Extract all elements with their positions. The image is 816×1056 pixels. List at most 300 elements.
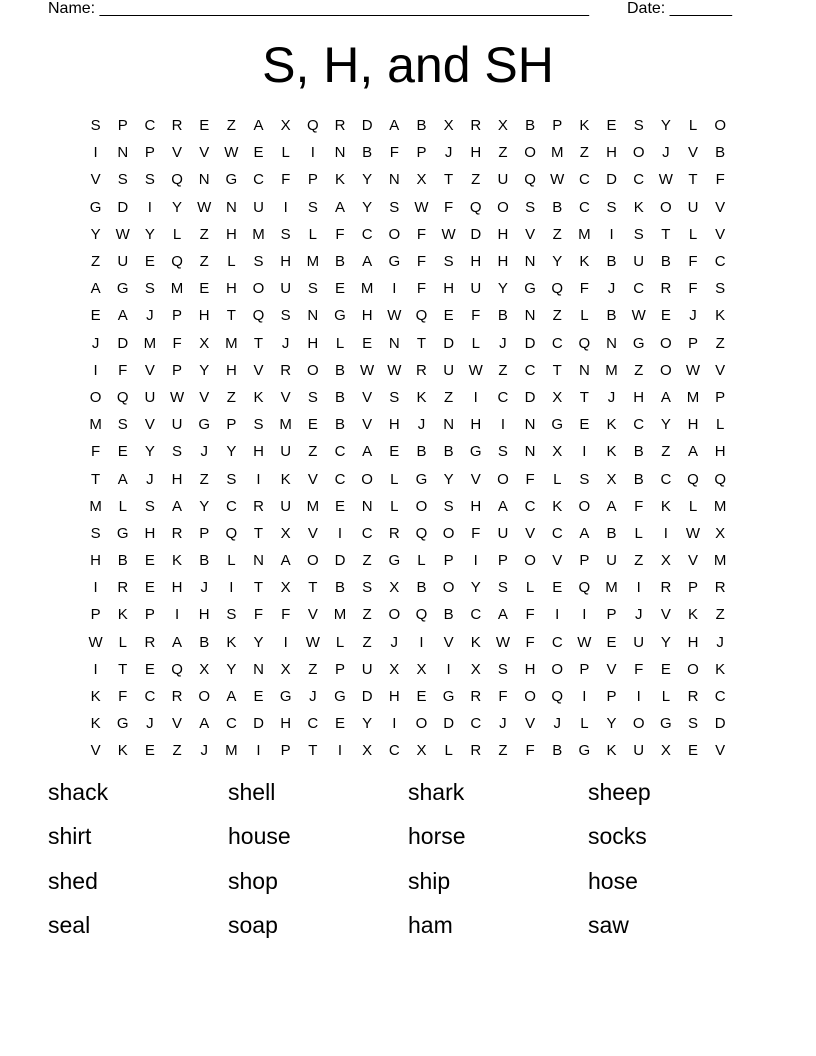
- grid-letter: Q: [578, 579, 591, 597]
- grid-letter: Q: [469, 198, 482, 216]
- grid-letter: J: [390, 633, 399, 651]
- grid-letter: W: [685, 524, 701, 542]
- grid-letter: C: [334, 443, 346, 461]
- grid-letter: O: [442, 524, 455, 542]
- grid-letter: N: [198, 171, 210, 189]
- grid-letter: H: [198, 307, 210, 325]
- grid-letter: O: [497, 470, 509, 488]
- grid-letter: D: [117, 198, 129, 216]
- grid-letter: O: [198, 688, 211, 706]
- grid-letter: X: [416, 660, 427, 678]
- grid-letter: O: [524, 144, 536, 162]
- grid-letter: G: [388, 552, 401, 570]
- grid-row: [82, 710, 734, 737]
- word-bank-item: shell: [228, 779, 276, 805]
- grid-letter: O: [497, 198, 509, 216]
- grid-letter: B: [606, 253, 617, 271]
- grid-letter: F: [281, 606, 291, 624]
- word-search-grid: [82, 112, 734, 765]
- grid-letter: V: [525, 715, 536, 733]
- grid-letter: C: [660, 470, 672, 488]
- grid-letter: Z: [362, 606, 372, 624]
- grid-letter: R: [416, 361, 427, 379]
- grid-letter: W: [387, 307, 402, 325]
- grid-letter: H: [524, 660, 536, 678]
- grid-letter: M: [605, 361, 618, 379]
- grid-letter: E: [362, 334, 373, 352]
- grid-letter: W: [550, 171, 565, 189]
- grid-letter: K: [90, 688, 101, 706]
- grid-letter: V: [253, 361, 264, 379]
- grid-letter: H: [280, 715, 292, 733]
- grid-letter: Z: [715, 606, 725, 624]
- grid-letter: A: [90, 280, 101, 298]
- word-bank-item: soap: [228, 912, 278, 939]
- grid-letter: K: [90, 715, 101, 733]
- grid-letter: R: [117, 579, 129, 597]
- grid-letter: O: [388, 606, 401, 624]
- grid-letter: R: [714, 579, 726, 597]
- grid-letter: O: [306, 552, 319, 570]
- grid-letter: J: [634, 606, 643, 624]
- grid-letter: J: [309, 688, 317, 706]
- grid-letter: F: [525, 470, 535, 488]
- grid-letter: D: [253, 715, 264, 733]
- grid-letter: H: [307, 334, 319, 352]
- grid-letter: R: [253, 497, 264, 515]
- grid-letter: D: [524, 388, 536, 406]
- grid-letter: A: [172, 633, 183, 651]
- grid-letter: Q: [225, 524, 238, 542]
- grid-letter: N: [334, 144, 346, 162]
- grid-letter: G: [578, 742, 591, 760]
- grid-letter: U: [280, 497, 292, 515]
- grid-letter: W: [468, 361, 483, 379]
- grid-letter: T: [253, 579, 264, 597]
- grid-row: [82, 656, 734, 683]
- grid-row: [82, 601, 734, 628]
- grid-letter: L: [335, 334, 345, 352]
- grid-letter: E: [688, 742, 699, 760]
- grid-letter: V: [172, 715, 183, 733]
- grid-letter: R: [171, 688, 183, 706]
- grid-row: [82, 493, 734, 520]
- grid-letter: P: [199, 524, 210, 542]
- grid-row: [82, 194, 734, 221]
- grid-letter: T: [118, 660, 128, 678]
- grid-letter: O: [551, 660, 564, 678]
- grid-letter: V: [660, 606, 671, 624]
- grid-letter: G: [334, 688, 346, 706]
- grid-letter: U: [361, 660, 373, 678]
- grid-letter: V: [688, 552, 699, 570]
- grid-letter: J: [146, 715, 154, 733]
- grid-letter: O: [632, 715, 645, 733]
- grid-letter: I: [93, 579, 98, 597]
- grid-letter: S: [144, 171, 155, 189]
- grid-letter: G: [279, 688, 292, 706]
- grid-letter: I: [310, 144, 315, 162]
- grid-letter: Z: [172, 742, 182, 760]
- grid-letter: Z: [661, 443, 671, 461]
- grid-letter: C: [714, 688, 726, 706]
- grid-letter: X: [552, 388, 563, 406]
- grid-letter: V: [715, 742, 726, 760]
- grid-letter: S: [715, 280, 726, 298]
- grid-letter: K: [334, 171, 345, 189]
- grid-letter: Z: [226, 388, 236, 406]
- grid-letter: K: [117, 742, 128, 760]
- grid-letter: O: [306, 361, 319, 379]
- grid-letter: U: [443, 361, 455, 379]
- grid-letter: Y: [552, 253, 563, 271]
- grid-letter: H: [253, 443, 264, 461]
- grid-letter: J: [553, 715, 561, 733]
- grid-row: [82, 302, 734, 329]
- grid-letter: K: [660, 497, 671, 515]
- grid-letter: I: [256, 742, 261, 760]
- grid-letter: R: [171, 524, 183, 542]
- grid-row: [82, 547, 734, 574]
- grid-letter: C: [470, 715, 482, 733]
- grid-letter: D: [117, 334, 129, 352]
- grid-letter: K: [715, 660, 726, 678]
- grid-letter: F: [634, 660, 644, 678]
- word-bank-item: socks: [588, 823, 647, 850]
- grid-letter: J: [499, 715, 507, 733]
- grid-letter: T: [579, 388, 589, 406]
- grid-letter: F: [525, 633, 535, 651]
- grid-letter: S: [144, 497, 155, 515]
- grid-letter: P: [144, 606, 155, 624]
- grid-letter: S: [226, 606, 237, 624]
- grid-letter: S: [253, 253, 264, 271]
- grid-letter: E: [389, 443, 400, 461]
- grid-letter: V: [525, 524, 536, 542]
- grid-letter: Q: [714, 470, 726, 488]
- grid-letter: H: [470, 144, 482, 162]
- grid-letter: Y: [660, 633, 671, 651]
- grid-letter: X: [660, 742, 671, 760]
- grid-letter: B: [362, 144, 373, 162]
- grid-letter: P: [443, 552, 454, 570]
- word-bank-item: seal: [48, 912, 91, 939]
- grid-letter: S: [525, 198, 536, 216]
- grid-letter: F: [416, 253, 427, 271]
- grid-letter: V: [307, 524, 318, 542]
- grid-letter: O: [89, 388, 102, 406]
- grid-letter: I: [582, 688, 587, 706]
- grid-letter: B: [497, 307, 508, 325]
- grid-letter: K: [606, 742, 617, 760]
- grid-letter: Y: [226, 443, 237, 461]
- grid-letter: F: [634, 497, 644, 515]
- grid-letter: L: [661, 688, 671, 706]
- grid-letter: A: [280, 552, 291, 570]
- grid-letter: N: [578, 361, 590, 379]
- grid-letter: Y: [199, 361, 210, 379]
- grid-letter: G: [89, 198, 102, 216]
- grid-letter: Z: [634, 361, 644, 379]
- grid-letter: B: [334, 253, 345, 271]
- grid-letter: H: [90, 552, 101, 570]
- grid-letter: R: [687, 688, 699, 706]
- grid-letter: K: [416, 388, 427, 406]
- grid-letter: A: [362, 443, 373, 461]
- grid-letter: I: [174, 606, 180, 624]
- grid-letter: N: [253, 660, 264, 678]
- grid-letter: A: [497, 606, 508, 624]
- grid-letter: W: [360, 361, 375, 379]
- grid-letter: B: [606, 307, 617, 325]
- grid-letter: A: [688, 443, 699, 461]
- grid-letter: V: [199, 388, 210, 406]
- grid-letter: N: [524, 443, 536, 461]
- grid-letter: E: [144, 253, 155, 271]
- grid-letter: H: [225, 280, 237, 298]
- grid-letter: X: [497, 117, 508, 135]
- grid-letter: O: [415, 497, 428, 515]
- grid-letter: Y: [144, 443, 155, 461]
- grid-letter: Z: [552, 225, 562, 243]
- grid-letter: B: [334, 388, 345, 406]
- grid-letter: N: [443, 416, 455, 434]
- grid-letter: Y: [660, 416, 671, 434]
- grid-letter: X: [660, 552, 671, 570]
- grid-row: [82, 248, 734, 275]
- grid-letter: I: [283, 633, 288, 651]
- word-bank-item: ham: [408, 912, 453, 939]
- grid-letter: D: [606, 171, 617, 189]
- grid-letter: J: [281, 334, 290, 352]
- grid-letter: B: [660, 253, 671, 271]
- grid-letter: E: [117, 443, 128, 461]
- grid-letter: K: [470, 633, 481, 651]
- grid-letter: V: [90, 171, 101, 189]
- grid-letter: W: [631, 307, 646, 325]
- grid-letter: B: [443, 606, 454, 624]
- grid-letter: W: [577, 633, 592, 651]
- grid-letter: C: [578, 171, 590, 189]
- grid-letter: C: [334, 470, 346, 488]
- grid-letter: K: [226, 633, 237, 651]
- grid-letter: E: [253, 688, 264, 706]
- grid-letter: P: [172, 307, 183, 325]
- grid-letter: Y: [660, 117, 671, 135]
- grid-letter: L: [308, 225, 317, 243]
- grid-letter: J: [200, 742, 208, 760]
- grid-letter: Y: [497, 280, 508, 298]
- grid-letter: E: [144, 660, 155, 678]
- grid-letter: K: [172, 552, 183, 570]
- grid-letter: Q: [171, 660, 183, 678]
- grid-letter: H: [714, 443, 726, 461]
- grid-letter: M: [578, 225, 591, 243]
- grid-letter: V: [362, 388, 373, 406]
- grid-letter: R: [171, 117, 183, 135]
- grid-letter: S: [280, 307, 291, 325]
- grid-letter: Q: [306, 117, 319, 135]
- grid-letter: T: [253, 334, 264, 352]
- grid-letter: X: [416, 742, 427, 760]
- grid-letter: B: [117, 552, 128, 570]
- grid-letter: S: [443, 253, 454, 271]
- grid-letter: S: [253, 416, 264, 434]
- grid-letter: Y: [144, 225, 155, 243]
- grid-letter: W: [88, 633, 103, 651]
- grid-letter: Z: [498, 361, 508, 379]
- grid-letter: A: [172, 497, 183, 515]
- grid-letter: E: [144, 552, 155, 570]
- grid-letter: E: [660, 307, 671, 325]
- grid-letter: O: [388, 225, 401, 243]
- grid-letter: S: [497, 443, 508, 461]
- grid-letter: D: [714, 715, 726, 733]
- grid-letter: X: [280, 524, 291, 542]
- grid-letter: Z: [471, 171, 481, 189]
- grid-letter: F: [118, 361, 128, 379]
- grid-letter: Y: [362, 171, 373, 189]
- grid-letter: U: [497, 524, 509, 542]
- grid-letter: T: [444, 171, 454, 189]
- grid-letter: L: [390, 470, 399, 488]
- grid-letter: H: [361, 307, 373, 325]
- grid-letter: X: [280, 660, 291, 678]
- grid-letter: G: [116, 524, 129, 542]
- grid-letter: H: [443, 280, 455, 298]
- word-bank-item: horse: [408, 823, 466, 850]
- grid-letter: R: [470, 688, 482, 706]
- grid-letter: V: [307, 606, 318, 624]
- grid-letter: S: [90, 117, 101, 135]
- grid-letter: O: [415, 715, 428, 733]
- grid-letter: A: [117, 470, 128, 488]
- grid-letter: J: [417, 416, 426, 434]
- grid-letter: T: [416, 334, 427, 352]
- grid-letter: K: [280, 470, 291, 488]
- grid-letter: X: [416, 171, 427, 189]
- grid-letter: N: [361, 497, 373, 515]
- grid-letter: V: [715, 225, 726, 243]
- grid-letter: X: [443, 117, 454, 135]
- grid-letter: F: [281, 171, 291, 189]
- word-bank-item: shark: [408, 779, 465, 805]
- grid-letter: X: [606, 470, 617, 488]
- grid-letter: L: [471, 334, 480, 352]
- grid-letter: F: [688, 280, 698, 298]
- grid-letter: F: [471, 524, 481, 542]
- grid-letter: S: [497, 660, 508, 678]
- grid-letter: M: [170, 280, 184, 298]
- grid-letter: U: [253, 198, 264, 216]
- grid-letter: M: [89, 416, 102, 434]
- grid-letter: M: [686, 388, 700, 406]
- grid-letter: M: [143, 334, 157, 352]
- grid-letter: I: [636, 579, 641, 597]
- grid-letter: Z: [715, 334, 725, 352]
- grid-letter: I: [283, 198, 288, 216]
- grid-letter: L: [227, 552, 236, 570]
- grid-letter: S: [307, 198, 318, 216]
- grid-letter: I: [582, 606, 587, 624]
- grid-letter: B: [334, 579, 345, 597]
- grid-letter: Y: [90, 225, 101, 243]
- grid-letter: P: [144, 144, 155, 162]
- grid-row: [82, 411, 734, 438]
- grid-letter: E: [144, 742, 155, 760]
- grid-letter: W: [305, 633, 320, 651]
- grid-letter: H: [470, 497, 482, 515]
- grid-letter: V: [470, 470, 481, 488]
- grid-letter: M: [225, 334, 238, 352]
- grid-letter: P: [307, 171, 318, 189]
- grid-letter: B: [199, 633, 210, 651]
- grid-letter: X: [280, 579, 291, 597]
- grid-letter: E: [253, 144, 264, 162]
- grid-letter: C: [578, 198, 590, 216]
- grid-letter: O: [524, 688, 536, 706]
- grid-letter: U: [470, 280, 482, 298]
- grid-letter: G: [442, 688, 455, 706]
- grid-letter: I: [229, 579, 234, 597]
- grid-letter: O: [578, 497, 591, 515]
- grid-letter: L: [525, 579, 535, 597]
- grid-letter: K: [579, 117, 590, 135]
- grid-letter: Z: [444, 388, 454, 406]
- grid-letter: N: [524, 253, 536, 271]
- grid-letter: X: [552, 443, 563, 461]
- grid-letter: Z: [90, 253, 101, 271]
- grid-letter: Y: [606, 715, 617, 733]
- grid-letter: J: [91, 334, 100, 352]
- grid-letter: A: [226, 688, 237, 706]
- grid-letter: Z: [498, 742, 508, 760]
- grid-letter: H: [388, 416, 400, 434]
- grid-letter: M: [605, 579, 618, 597]
- grid-letter: J: [716, 633, 724, 651]
- grid-letter: H: [606, 144, 617, 162]
- grid-letter: S: [389, 388, 400, 406]
- grid-letter: H: [280, 253, 292, 271]
- grid-letter: C: [524, 497, 536, 515]
- grid-letter: T: [253, 524, 264, 542]
- grid-letter: J: [499, 334, 507, 352]
- grid-letter: N: [524, 416, 536, 434]
- grid-letter: W: [495, 633, 510, 651]
- grid-letter: B: [633, 443, 644, 461]
- grid-letter: U: [171, 416, 183, 434]
- grid-letter: L: [444, 742, 453, 760]
- word-bank-item: hose: [588, 867, 638, 894]
- grid-letter: I: [419, 633, 424, 651]
- grid-letter: F: [118, 688, 128, 706]
- grid-letter: S: [362, 579, 373, 597]
- grid-letter: J: [689, 307, 697, 325]
- name-field-label: Name: _______________________________________________________: [48, 0, 589, 17]
- grid-letter: X: [280, 117, 291, 135]
- grid-letter: S: [172, 443, 183, 461]
- grid-letter: J: [662, 144, 670, 162]
- grid-letter: L: [118, 497, 127, 515]
- grid-letter: R: [660, 579, 672, 597]
- grid-row: [82, 574, 734, 601]
- grid-letter: N: [388, 171, 400, 189]
- word-bank-item: sheep: [588, 779, 651, 805]
- grid-letter: I: [93, 660, 98, 678]
- grid-letter: L: [688, 117, 698, 135]
- grid-row: [82, 465, 734, 492]
- grid-letter: N: [117, 144, 129, 162]
